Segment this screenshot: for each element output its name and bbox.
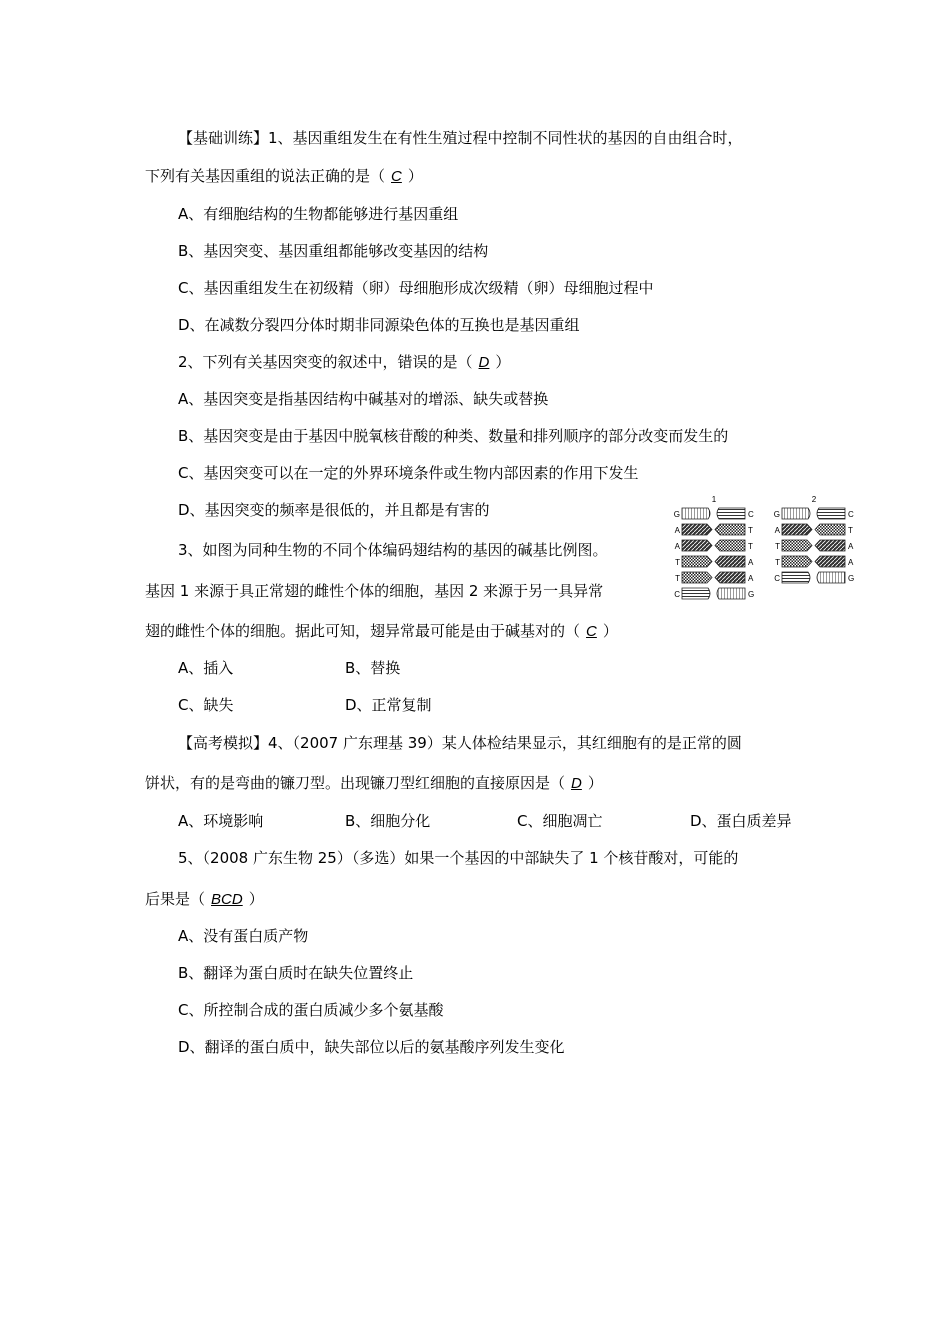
- q3-stem-line3: 翅的雌性个体的细胞。据此可知，翅异常最可能是由于碱基对的（ C ）: [145, 622, 618, 640]
- q4-stem-line1: 【高考模拟】4、（2007 广东理基 39）某人体检结果显示，其红细胞有的是正常的圆: [178, 734, 742, 752]
- q1-answer: C: [391, 168, 402, 185]
- gene2-group-label: 2: [811, 496, 817, 504]
- q5-answer: BCD: [211, 891, 243, 908]
- q2-option-d: D、基因突变的频率是很低的，并且都是有害的: [178, 501, 490, 519]
- q3-answer: C: [586, 623, 597, 640]
- gene1-group-right-base-1: T: [748, 526, 753, 535]
- gene2-group-right-base-1: T: [848, 526, 853, 535]
- gene2-group-left-base-3: T: [775, 558, 780, 567]
- gene1-diagram: [674, 496, 754, 599]
- q5-option-d: D、翻译的蛋白质中，缺失部位以后的氨基酸序列发生变化: [178, 1038, 565, 1056]
- gene1-group-left-base-3: T: [675, 558, 680, 567]
- gene1-group-left-block-2: [682, 540, 712, 551]
- gene1-group-right-base-5: G: [748, 590, 755, 599]
- gene2-group-right-block-0: [817, 508, 845, 519]
- q5-stem-line2: 后果是（ BCD ）: [145, 890, 264, 908]
- gene2-group-left-base-4: C: [774, 574, 780, 583]
- q3-stem-line1: 3、如图为同种生物的不同个体编码翅结构的基因的碱基比例图。: [178, 541, 608, 559]
- gene2-group-right-block-1: [815, 524, 845, 535]
- gene1-group-right-block-0: [717, 508, 745, 519]
- q1-option-c: C、基因重组发生在初级精（卵）母细胞形成次级精（卵）母细胞过程中: [178, 279, 654, 297]
- gene1-group-left-block-1: [682, 524, 712, 535]
- gene2-group-left-block-3: [782, 556, 812, 567]
- q1-option-a: A、有细胞结构的生物都能够进行基因重组: [178, 205, 459, 223]
- q1-option-b: B、基因突变、基因重组都能够改变基因的结构: [178, 242, 489, 260]
- gene2-group-left-block-1: [782, 524, 812, 535]
- gene2-group-left-base-1: A: [774, 526, 780, 535]
- gene1-group-right-block-3: [715, 556, 745, 567]
- q2-option-a: A、基因突变是指基因结构中碱基对的增添、缺失或替换: [178, 390, 549, 408]
- gene1-group-right-base-2: T: [748, 542, 753, 551]
- gene2-group-left-block-0: [782, 508, 810, 519]
- q3-option-c: C、缺失: [178, 696, 234, 714]
- q5-stem-line1: 5、（2008 广东生物 25）（多选）如果一个基因的中部缺失了 1 个核苷酸对，可能的: [178, 849, 739, 867]
- q2-option-b: B、基因突变是由于基因中脱氧核苷酸的种类、数量和排列顺序的部分改变而发生的: [178, 427, 729, 445]
- gene2-group-left-block-4: [782, 572, 810, 583]
- gene1-group-left-block-3: [682, 556, 712, 567]
- gene1-group-left-base-5: C: [674, 590, 680, 599]
- gene1-group-right-block-4: [715, 572, 745, 583]
- q1-option-d: D、在减数分裂四分体时期非同源染色体的互换也是基因重组: [178, 316, 580, 334]
- gene1-group-left-base-4: T: [675, 574, 680, 583]
- q3-option-b: B、替换: [345, 659, 401, 677]
- q2-stem: 2、下列有关基因突变的叙述中，错误的是（ D ）: [178, 353, 511, 371]
- gene1-group-label: 1: [711, 496, 717, 504]
- gene2-group-left-base-0: G: [773, 510, 780, 519]
- q3-option-d: D、正常复制: [345, 696, 432, 714]
- gene2-group-right-block-3: [815, 556, 845, 567]
- gene1-group-left-base-0: G: [673, 510, 680, 519]
- gene2-group-right-base-2: A: [848, 542, 854, 551]
- q4-option-c: C、细胞凋亡: [517, 812, 603, 830]
- gene2-group-right-block-4: [817, 572, 845, 583]
- gene2-group-left-block-2: [782, 540, 812, 551]
- q5-option-b: B、翻译为蛋白质时在缺失位置终止: [178, 964, 414, 982]
- gene2-group-right-base-4: G: [848, 574, 855, 583]
- gene1-group-left-base-1: A: [674, 526, 680, 535]
- gene1-group-right-base-0: C: [748, 510, 754, 519]
- q5-option-a: A、没有蛋白质产物: [178, 927, 309, 945]
- gene1-group-right-base-3: A: [748, 558, 754, 567]
- gene1-group-right-block-2: [715, 540, 745, 551]
- q1-stem-line2: 下列有关基因重组的说法正确的是（ C ）: [145, 167, 423, 185]
- gene1-group-right-block-5: [717, 588, 745, 599]
- q4-option-b: B、细胞分化: [345, 812, 431, 830]
- gene1-group-right-block-1: [715, 524, 745, 535]
- q4-option-a: A、环境影响: [178, 812, 264, 830]
- gene2-group-left-base-2: T: [775, 542, 780, 551]
- q4-answer: D: [571, 775, 582, 792]
- gene2-group-right-base-0: C: [848, 510, 854, 519]
- q4-option-d: D、蛋白质差异: [690, 812, 792, 830]
- gene2-diagram: [774, 496, 854, 583]
- q3-option-a: A、插入: [178, 659, 234, 677]
- gene1-group-left-base-2: A: [674, 542, 680, 551]
- q2-option-c: C、基因突变可以在一定的外界环境条件或生物内部因素的作用下发生: [178, 464, 639, 482]
- gene2-group-right-block-2: [815, 540, 845, 551]
- gene1-group-right-base-4: A: [748, 574, 754, 583]
- gene2-group-right-base-3: A: [848, 558, 854, 567]
- q3-stem-line2: 基因 1 来源于具正常翅的雌性个体的细胞，基因 2 来源于另一具异常: [145, 582, 604, 600]
- q5-option-c: C、所控制合成的蛋白质减少多个氨基酸: [178, 1001, 444, 1019]
- gene1-group-left-block-5: [682, 588, 710, 599]
- q2-answer: D: [478, 354, 490, 371]
- base-pair-figure: [670, 496, 865, 608]
- q1-stem-line1: 【基础训练】1、基因重组发生在有性生殖过程中控制不同性状的基因的自由组合时，: [178, 129, 743, 147]
- gene1-group-left-block-4: [682, 572, 712, 583]
- q4-stem-line2: 饼状，有的是弯曲的镰刀型。出现镰刀型红细胞的直接原因是（ D ）: [145, 774, 603, 792]
- gene1-group-left-block-0: [682, 508, 710, 519]
